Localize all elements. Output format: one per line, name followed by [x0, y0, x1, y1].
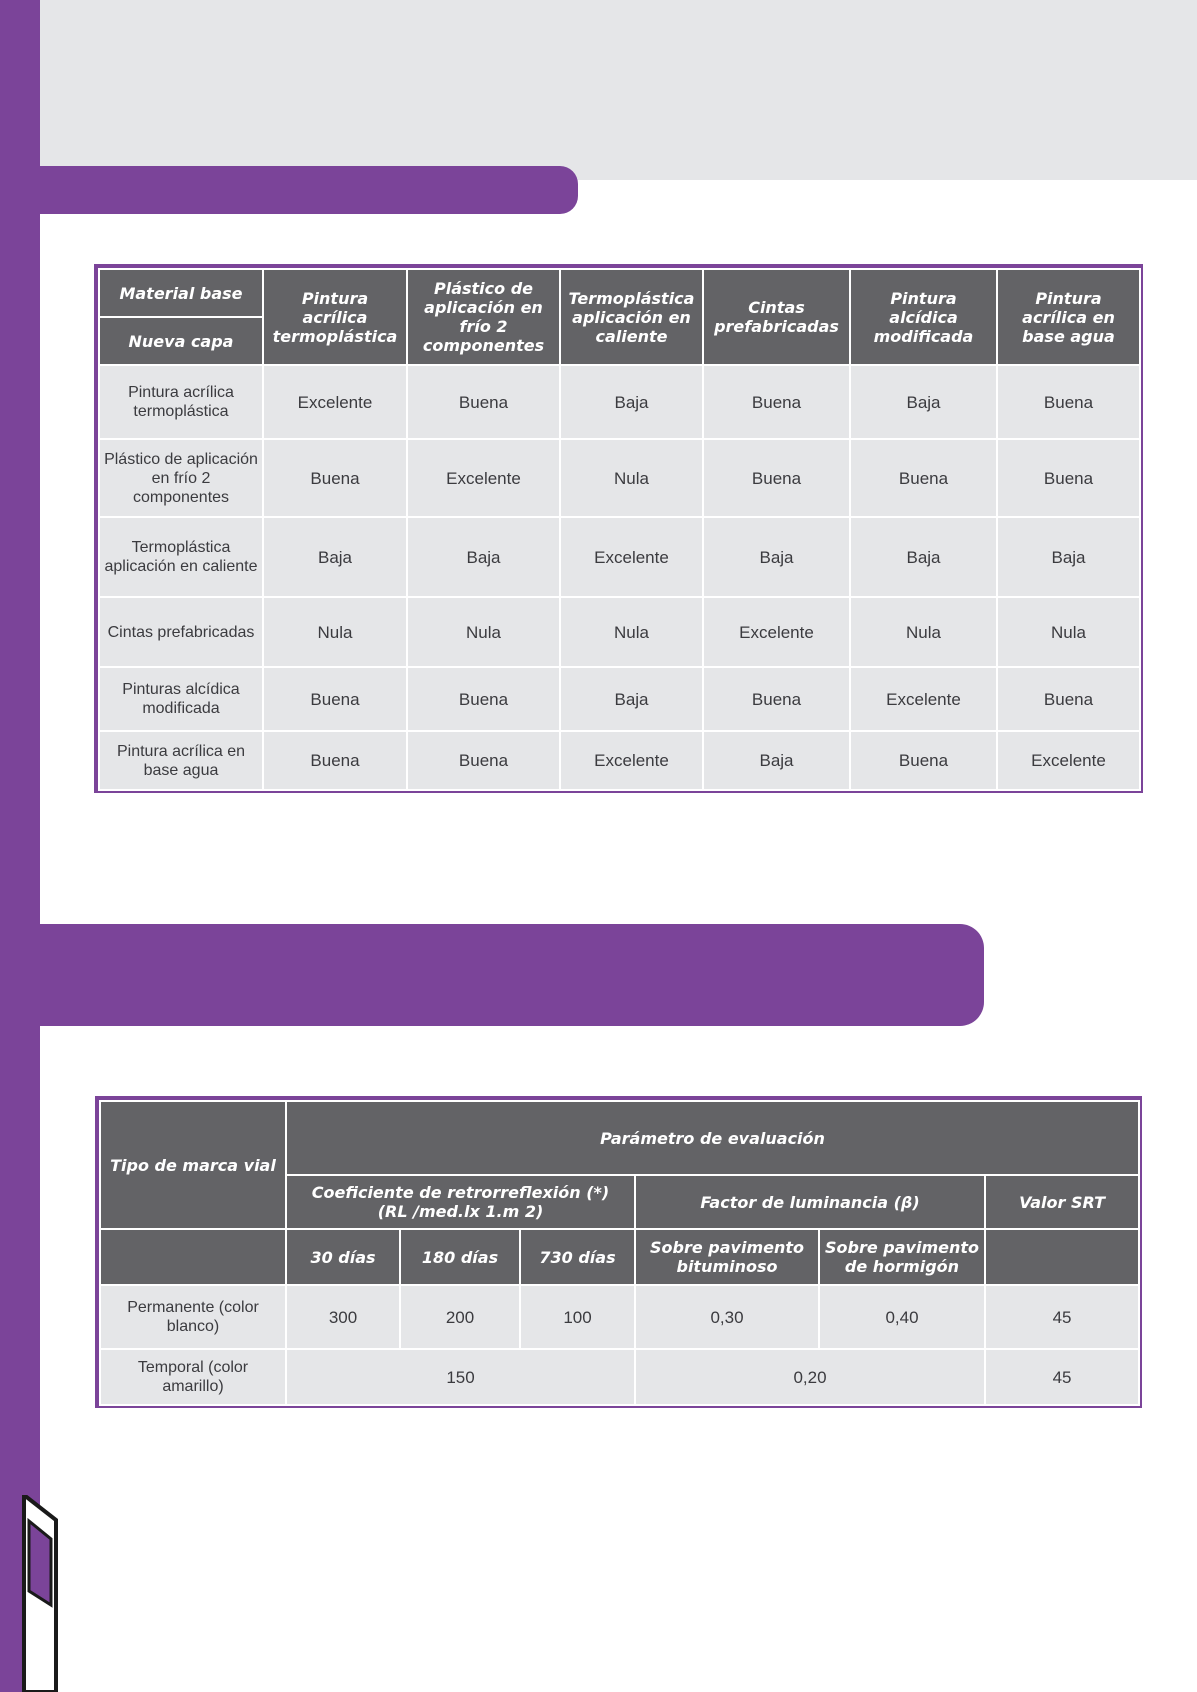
param-header: Parámetro de evaluación: [286, 1101, 1139, 1175]
days-header: 180 días: [400, 1229, 520, 1285]
table-cell: Baja: [703, 517, 850, 597]
column-header: Termoplástica aplicación en caliente: [560, 269, 703, 365]
table-cell: Excelente: [263, 365, 407, 439]
row-label: Pintura acrílica termoplástica: [99, 365, 263, 439]
coef-header: [286, 1175, 635, 1229]
table-row: [100, 1285, 1139, 1349]
coef-header-line1: Coeficiente de retrorreflexión (*): [311, 1183, 610, 1202]
corner-bottom-label: Nueva capa: [128, 331, 234, 351]
hormigon-header: Sobre pavimento de hormigón: [819, 1229, 985, 1285]
table-cell: Nula: [560, 597, 703, 667]
table-cell: Buena: [703, 439, 850, 517]
row-label: Plástico de aplicación en frío 2 componentes: [99, 439, 263, 517]
table-cell: 100: [520, 1285, 635, 1349]
column-header: Pintura acrílica en base agua: [997, 269, 1140, 365]
bituminoso-header: Sobre pavimento bituminoso: [635, 1229, 819, 1285]
table-cell: Excelente: [560, 517, 703, 597]
table-cell: Buena: [850, 731, 997, 790]
table-row: [99, 365, 1140, 439]
section-banner-2: [40, 924, 984, 1026]
column-header: Cintas prefabricadas: [703, 269, 850, 365]
table-cell: Excelente: [997, 731, 1140, 790]
compatibility-table-grid: [98, 268, 1141, 791]
table-cell: Baja: [560, 365, 703, 439]
row-label: Cintas prefabricadas: [99, 597, 263, 667]
table-cell: Baja: [560, 667, 703, 731]
table-cell: Excelente: [560, 731, 703, 790]
table-cell: Buena: [997, 439, 1140, 517]
table-cell: 0,30: [635, 1285, 819, 1349]
page-corner-mark-icon: [20, 1495, 60, 1692]
table-cell: Baja: [850, 365, 997, 439]
section-banner-1: [40, 166, 578, 214]
factor-header: Factor de luminancia (β): [635, 1175, 985, 1229]
left-accent-bar: [0, 0, 40, 1692]
table-row: [100, 1349, 1139, 1405]
table-cell: Nula: [263, 597, 407, 667]
table-cell: Nula: [560, 439, 703, 517]
table-cell: 150: [286, 1349, 635, 1405]
column-header: Plástico de aplicación en frío 2 componentes: [407, 269, 560, 365]
row-label: Pintura acrílica en base agua: [99, 731, 263, 790]
table-cell: Baja: [997, 517, 1140, 597]
table-cell: 300: [286, 1285, 400, 1349]
table-cell: Nula: [997, 597, 1140, 667]
evaluation-table: [95, 1096, 1142, 1408]
table-cell: Buena: [263, 667, 407, 731]
table-cell: Baja: [850, 517, 997, 597]
coef-header-line2: (RL /med.lx 1.m 2): [377, 1202, 544, 1221]
table-cell: 0,40: [819, 1285, 985, 1349]
table-cell: Buena: [703, 667, 850, 731]
days-header: 30 días: [286, 1229, 400, 1285]
table-cell: Baja: [703, 731, 850, 790]
empty-header: [985, 1229, 1139, 1285]
table-cell: Buena: [997, 365, 1140, 439]
table-cell: Baja: [407, 517, 560, 597]
table-row: [99, 731, 1140, 790]
srt-header: Valor SRT: [985, 1175, 1139, 1229]
compatibility-table: [94, 264, 1143, 793]
table-cell: Excelente: [407, 439, 560, 517]
table-cell: 45: [985, 1349, 1139, 1405]
table-row: [99, 667, 1140, 731]
corner-top-label: Material base: [100, 270, 262, 318]
type-header: Tipo de marca vial: [100, 1101, 286, 1229]
table-cell: Buena: [850, 439, 997, 517]
table-row: [99, 517, 1140, 597]
row-label: Permanente (color blanco): [100, 1285, 286, 1349]
table-cell: 0,20: [635, 1349, 985, 1405]
table-cell: 200: [400, 1285, 520, 1349]
table-cell: Buena: [407, 365, 560, 439]
header-band: [40, 0, 1197, 180]
days-header: 730 días: [520, 1229, 635, 1285]
table-cell: Buena: [997, 667, 1140, 731]
table-cell: Nula: [850, 597, 997, 667]
table-cell: Buena: [263, 731, 407, 790]
table-cell: Buena: [407, 731, 560, 790]
row-label: Pinturas alcídica modificada: [99, 667, 263, 731]
table-cell: Buena: [263, 439, 407, 517]
table-cell: Buena: [407, 667, 560, 731]
table-cell: Baja: [263, 517, 407, 597]
table-row: [99, 439, 1140, 517]
column-header: Pintura acrílica termoplástica: [263, 269, 407, 365]
row-label: Temporal (color amarillo): [100, 1349, 286, 1405]
corner-header: [99, 269, 263, 365]
column-header: Pintura alcídica modificada: [850, 269, 997, 365]
row-label: Termoplástica aplicación en caliente: [99, 517, 263, 597]
evaluation-table-grid: [99, 1100, 1140, 1406]
table-cell: Excelente: [850, 667, 997, 731]
table-cell: 45: [985, 1285, 1139, 1349]
table-cell: Excelente: [703, 597, 850, 667]
empty-header: [100, 1229, 286, 1285]
table-row: [99, 597, 1140, 667]
table-cell: Nula: [407, 597, 560, 667]
table-cell: Buena: [703, 365, 850, 439]
